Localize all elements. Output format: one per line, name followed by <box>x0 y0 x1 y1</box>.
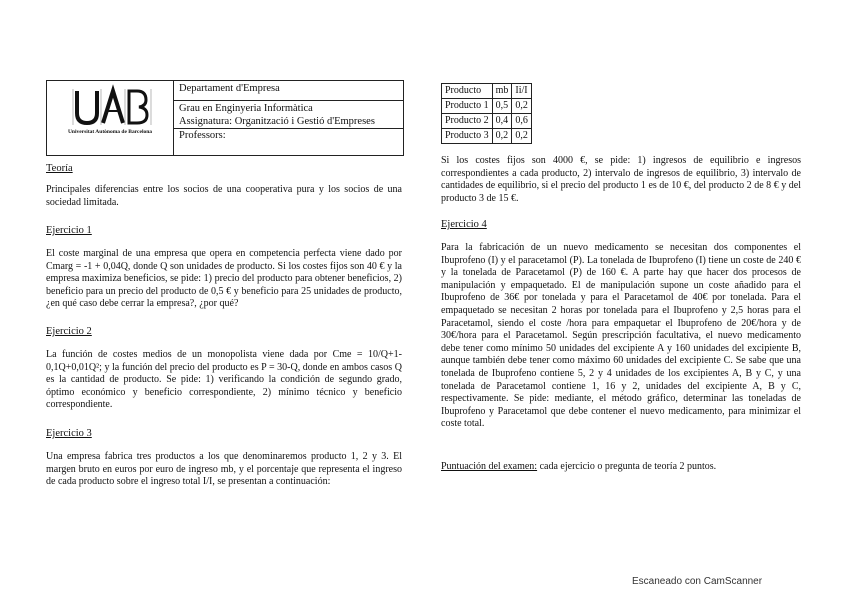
table-row <box>442 114 532 129</box>
table-header-cell: Producto <box>442 84 493 99</box>
degree-label: Grau en Enginyeria Informàtica <box>179 103 313 114</box>
ejercicio-3-heading: Ejercicio 3 <box>46 428 92 439</box>
scanner-watermark: Escaneado con CamScanner <box>632 576 763 587</box>
table-cell: Producto 1 <box>442 99 493 114</box>
header-box <box>46 80 404 156</box>
uab-logo-icon <box>47 81 173 155</box>
table-cell: Producto 3 <box>442 129 493 144</box>
ejercicio-2-text: La función de costes medios de un monopolista viene dada por Cme = 10/Q+1-0,1Q+0,01Q²; y la función del precio del producto es P = 30-Q, donde en ambos casos Q es la cantidad de producto. Se pide: 1) verificando la condición de segundo grado, óptimo económico y beneficio correspondiente, 2) mínimo técnico y beneficio correspondiente. <box>46 349 402 411</box>
products-table <box>441 83 532 144</box>
table-cell: 0,6 <box>512 114 532 129</box>
table-cell: 0,4 <box>492 114 512 129</box>
table-cell: Producto 2 <box>442 114 493 129</box>
ejercicio-3-continuation: Si los costes fijos son 4000 €, se pide: 1) ingresos de equilibrio e ingresos correspondientes a cada producto, 2) intervalo de ingresos de equilibrio, 3) intervalo de cantidades de equilibrio, si el precio del producto 1 es de 10 €, del producto 2 de 8 € y del producto 3 de 15 €. <box>441 155 801 204</box>
table-row <box>442 129 532 144</box>
teoria-heading: Teoría <box>46 163 73 174</box>
teoria-text: Principales diferencias entre los socios de una cooperativa pura y los socios de una sociedad limitada. <box>46 184 402 208</box>
ejercicio-1-text: El coste marginal de una empresa que opera en competencia perfecta viene dado por Cmarg = -1 + 0,04Q, donde Q son unidades de producto. Si los costes fijos son 40 € y la empresa maximiza beneficios, se pide: 1) precio del producto para obtener beneficios, 2) beneficio para un precio del producto de 0,5 € y beneficio para 25 unidades de producto, ¿en qué caso debe cerrar la empresa?, ¿por qué? <box>46 248 402 310</box>
logo-caption: Universitat Autònoma de Barcelona <box>67 129 153 135</box>
ejercicio-4-text: Para la fabricación de un nuevo medicamento se necesitan dos componentes el Ibuprofeno (I) y el paracetamol (P). La tonelada de Ibuprofeno (I) tiene un coste de 240 € y la tonelada de Paracetamol (P) de 160 €. A parte hay que hacer dos procesos de manipulación y empaquetado. El de manipulación supone un coste añadido para el Ibuprofeno de 36€ por tonelada y para el Paracetamol de 40€ por tonelada. Para el empaquetado se necesitan 2 horas por tonelada para el Ibuprofeno y 2,5 horas para el Paracetamol, siendo el coste /hora para empaquetar el Ibuprofeno de 20€/hora y de 30€/hora para el Paracetamol. Según prescripción facultativa, el nuevo medicamento debe tener como mínimo 50 unidades del excipiente A y 160 unidades del excipiente B, aunque también debe tener como máximo 60 unidades del excipiente C. Se sabe que una tonelada de Ibuprofeno contiene 5, 2 y 4 unidades de los excipientes A, B y C, y una tonelada de Paracetamol contiene 1, 16 y 2, unidades del excipiente A, B y C, respectivamente. Se pide: mediante, el método gráfico, determinar las toneladas de Ibuprofeno y Paracetamol que debe contener el nuevo medicamento, para minimizar el coste total. <box>441 242 801 430</box>
department-label: Departament d'Empresa <box>174 83 403 101</box>
table-cell: 0,2 <box>492 129 512 144</box>
score-text: cada ejercicio o pregunta de teoría 2 puntos. <box>537 461 717 472</box>
table-cell: 0,2 <box>512 99 532 114</box>
table-header-cell: Ii/I <box>512 84 532 99</box>
uab-logo <box>47 81 174 155</box>
table-row <box>442 99 532 114</box>
ejercicio-1-heading: Ejercicio 1 <box>46 225 92 236</box>
table-cell: 0,5 <box>492 99 512 114</box>
professors-label: Professors: <box>179 130 226 141</box>
ejercicio-3-text: Una empresa fabrica tres productos a los que denominaremos producto 1, 2 y 3. El margen bruto en euros por euro de ingreso mb, y el porcentaje que representa el ingreso de cada producto sobre el ingreso total I/I, se presentan a continuación: <box>46 451 402 488</box>
ejercicio-2-heading: Ejercicio 2 <box>46 326 92 337</box>
table-header-row <box>442 84 532 99</box>
subject-label: Assignatura: Organització i Gestió d'Empreses <box>174 115 403 129</box>
score-label: Puntuación del examen: <box>441 461 538 472</box>
exam-score-note <box>441 461 801 474</box>
ejercicio-4-heading: Ejercicio 4 <box>441 219 487 230</box>
table-header-cell: mb <box>492 84 512 99</box>
table-cell: 0,2 <box>512 129 532 144</box>
